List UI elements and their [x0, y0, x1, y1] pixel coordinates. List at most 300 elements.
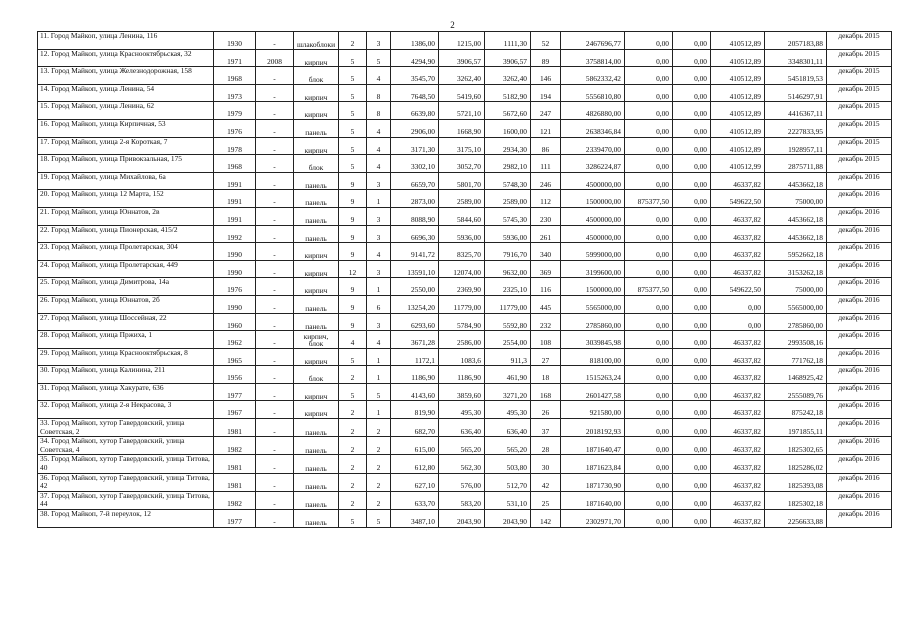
row-area-private: 5592,80	[485, 313, 531, 331]
row-entrances: 1	[367, 190, 391, 208]
row-address: 38. Город Майкоп, 7-й переулок, 12	[38, 510, 214, 528]
row-deadline: декабрь 2016	[827, 172, 892, 190]
row-fund-owners: 4416367,11	[765, 102, 827, 120]
row-year-built: 1977	[214, 510, 256, 528]
row-area-total: 682,70	[391, 419, 439, 437]
row-area-living: 1215,00	[439, 32, 485, 50]
row-address: 28. Город Майкоп, улица Пржиха, 1	[38, 331, 214, 349]
row-year-built: 1990	[214, 243, 256, 261]
row-deadline: декабрь 2016	[827, 260, 892, 278]
row-cost-total: 1871640,00	[561, 491, 625, 509]
row-fund-local: 549622,50	[711, 190, 765, 208]
row-floors: 9	[339, 172, 367, 190]
row-year-reconstruction: -	[256, 313, 294, 331]
row-area-private: 3906,57	[485, 49, 531, 67]
row-fund-budget: 0,00	[673, 295, 711, 313]
table-row	[38, 491, 892, 509]
row-year-reconstruction: -	[256, 437, 294, 455]
row-year-built: 1978	[214, 137, 256, 155]
row-fund-local: 46337,82	[711, 491, 765, 509]
row-fund-fsr: 0,00	[625, 473, 673, 491]
row-cost-total: 3039845,98	[561, 331, 625, 349]
row-residents: 232	[531, 313, 561, 331]
table-row	[38, 172, 892, 190]
row-residents: 146	[531, 67, 561, 85]
row-fund-owners: 3153262,18	[765, 260, 827, 278]
row-cost-total: 1871640,47	[561, 437, 625, 455]
row-area-total: 2550,00	[391, 278, 439, 296]
row-cost-total: 921580,00	[561, 401, 625, 419]
row-fund-local: 410512,99	[711, 155, 765, 173]
row-entrances: 5	[367, 383, 391, 401]
row-year-reconstruction: 2008	[256, 49, 294, 67]
row-address: 35. Город Майкоп, хутор Гавердовский, улица Титова, 40	[38, 455, 214, 473]
row-area-private: 5936,00	[485, 225, 531, 243]
row-year-reconstruction: -	[256, 510, 294, 528]
row-address: 37. Город Майкоп, хутор Гавердовский, улица Титова, 44	[38, 491, 214, 509]
table-row	[38, 84, 892, 102]
row-year-reconstruction: -	[256, 190, 294, 208]
row-year-reconstruction: -	[256, 207, 294, 225]
row-address: 22. Город Майкоп, улица Пионерская, 415/2	[38, 225, 214, 243]
row-cost-total: 5862332,42	[561, 67, 625, 85]
row-area-living: 11779,00	[439, 295, 485, 313]
row-year-reconstruction: -	[256, 491, 294, 509]
row-residents: 121	[531, 119, 561, 137]
row-fund-budget: 0,00	[673, 207, 711, 225]
row-year-reconstruction: -	[256, 32, 294, 50]
row-year-built: 1981	[214, 473, 256, 491]
table-row	[38, 32, 892, 50]
row-year-reconstruction: -	[256, 455, 294, 473]
row-year-reconstruction: -	[256, 172, 294, 190]
row-residents: 142	[531, 510, 561, 528]
row-year-reconstruction: -	[256, 473, 294, 491]
row-area-private: 3271,20	[485, 383, 531, 401]
table-row	[38, 331, 892, 349]
row-wall-material: панель	[294, 437, 339, 455]
row-residents: 52	[531, 32, 561, 50]
row-area-total: 3171,30	[391, 137, 439, 155]
row-fund-fsr: 0,00	[625, 419, 673, 437]
row-fund-owners: 5952662,18	[765, 243, 827, 261]
housing-repair-table	[37, 31, 892, 528]
row-area-total: 1386,00	[391, 32, 439, 50]
row-deadline: декабрь 2016	[827, 401, 892, 419]
row-fund-owners: 1971855,11	[765, 419, 827, 437]
table-row	[38, 437, 892, 455]
row-wall-material: кирпич	[294, 348, 339, 366]
row-address: 15. Город Майкоп, улица Ленина, 62	[38, 102, 214, 120]
row-floors: 2	[339, 32, 367, 50]
row-fund-local: 46337,82	[711, 172, 765, 190]
row-fund-budget: 0,00	[673, 243, 711, 261]
row-fund-owners: 2227833,95	[765, 119, 827, 137]
row-address: 18. Город Майкоп, улица Привокзальная, 175	[38, 155, 214, 173]
row-residents: 25	[531, 491, 561, 509]
row-fund-budget: 0,00	[673, 102, 711, 120]
row-fund-fsr: 0,00	[625, 383, 673, 401]
row-fund-owners: 2785860,00	[765, 313, 827, 331]
row-fund-fsr: 875377,50	[625, 190, 673, 208]
row-entrances: 3	[367, 313, 391, 331]
row-residents: 369	[531, 260, 561, 278]
row-fund-owners: 2555089,76	[765, 383, 827, 401]
row-fund-fsr: 0,00	[625, 137, 673, 155]
row-cost-total: 3286224,87	[561, 155, 625, 173]
row-year-built: 1982	[214, 491, 256, 509]
row-area-total: 4143,60	[391, 383, 439, 401]
row-wall-material: панель	[294, 473, 339, 491]
row-residents: 230	[531, 207, 561, 225]
row-fund-fsr: 0,00	[625, 331, 673, 349]
row-fund-local: 46337,82	[711, 401, 765, 419]
row-fund-local: 46337,82	[711, 260, 765, 278]
row-year-reconstruction: -	[256, 366, 294, 384]
row-floors: 5	[339, 84, 367, 102]
row-area-living: 1186,90	[439, 366, 485, 384]
row-wall-material: панель	[294, 491, 339, 509]
row-area-living: 3262,40	[439, 67, 485, 85]
row-fund-fsr: 0,00	[625, 102, 673, 120]
row-fund-fsr: 0,00	[625, 401, 673, 419]
row-area-private: 1111,30	[485, 32, 531, 50]
row-year-built: 1991	[214, 207, 256, 225]
table-row	[38, 383, 892, 401]
row-fund-local: 410512,89	[711, 49, 765, 67]
row-cost-total: 2638346,84	[561, 119, 625, 137]
row-year-reconstruction: -	[256, 278, 294, 296]
row-area-total: 615,00	[391, 437, 439, 455]
table-row	[38, 473, 892, 491]
row-area-total: 6639,80	[391, 102, 439, 120]
row-entrances: 3	[367, 32, 391, 50]
row-fund-budget: 0,00	[673, 119, 711, 137]
row-area-private: 1600,00	[485, 119, 531, 137]
row-residents: 445	[531, 295, 561, 313]
row-wall-material: панель	[294, 172, 339, 190]
row-year-built: 1981	[214, 419, 256, 437]
row-fund-fsr: 0,00	[625, 491, 673, 509]
row-entrances: 1	[367, 401, 391, 419]
row-area-living: 5721,10	[439, 102, 485, 120]
row-wall-material: кирпич, блок	[294, 331, 339, 349]
row-cost-total: 2302971,70	[561, 510, 625, 528]
row-fund-budget: 0,00	[673, 225, 711, 243]
row-fund-local: 0,00	[711, 313, 765, 331]
row-fund-budget: 0,00	[673, 155, 711, 173]
row-fund-budget: 0,00	[673, 190, 711, 208]
row-area-total: 13591,10	[391, 260, 439, 278]
table-row	[38, 510, 892, 528]
row-fund-local: 46337,82	[711, 473, 765, 491]
row-wall-material: панель	[294, 207, 339, 225]
row-area-total: 819,90	[391, 401, 439, 419]
row-deadline: декабрь 2016	[827, 348, 892, 366]
row-area-living: 3052,70	[439, 155, 485, 173]
row-floors: 9	[339, 190, 367, 208]
row-floors: 2	[339, 491, 367, 509]
row-area-total: 3302,10	[391, 155, 439, 173]
table-row	[38, 119, 892, 137]
row-cost-total: 1871623,84	[561, 455, 625, 473]
row-entrances: 2	[367, 491, 391, 509]
row-fund-owners: 75000,00	[765, 190, 827, 208]
row-wall-material: кирпич	[294, 260, 339, 278]
row-wall-material: кирпич	[294, 401, 339, 419]
row-fund-local: 46337,82	[711, 348, 765, 366]
row-wall-material: панель	[294, 313, 339, 331]
row-fund-fsr: 0,00	[625, 455, 673, 473]
row-fund-fsr: 0,00	[625, 225, 673, 243]
row-fund-local: 410512,89	[711, 84, 765, 102]
row-area-private: 5748,30	[485, 172, 531, 190]
row-area-private: 2982,10	[485, 155, 531, 173]
row-entrances: 5	[367, 49, 391, 67]
row-entrances: 1	[367, 366, 391, 384]
row-fund-budget: 0,00	[673, 49, 711, 67]
row-wall-material: шлакоблоки	[294, 32, 339, 50]
row-floors: 5	[339, 510, 367, 528]
row-fund-owners: 75000,00	[765, 278, 827, 296]
row-residents: 246	[531, 172, 561, 190]
row-year-reconstruction: -	[256, 383, 294, 401]
row-entrances: 8	[367, 84, 391, 102]
row-cost-total: 4826880,00	[561, 102, 625, 120]
row-area-living: 3175,10	[439, 137, 485, 155]
row-area-living: 576,00	[439, 473, 485, 491]
row-area-private: 11779,00	[485, 295, 531, 313]
row-fund-local: 46337,82	[711, 225, 765, 243]
row-fund-budget: 0,00	[673, 172, 711, 190]
row-fund-budget: 0,00	[673, 455, 711, 473]
row-year-built: 1971	[214, 49, 256, 67]
table-row	[38, 67, 892, 85]
row-area-living: 5844,60	[439, 207, 485, 225]
row-floors: 5	[339, 383, 367, 401]
row-wall-material: блок	[294, 155, 339, 173]
row-year-built: 1930	[214, 32, 256, 50]
table-row	[38, 278, 892, 296]
row-area-private: 461,90	[485, 366, 531, 384]
row-residents: 194	[531, 84, 561, 102]
row-deadline: декабрь 2015	[827, 137, 892, 155]
row-fund-local: 410512,89	[711, 137, 765, 155]
row-residents: 111	[531, 155, 561, 173]
row-area-living: 3906,57	[439, 49, 485, 67]
row-wall-material: панель	[294, 295, 339, 313]
row-residents: 28	[531, 437, 561, 455]
row-floors: 2	[339, 455, 367, 473]
row-year-built: 1976	[214, 278, 256, 296]
row-address: 17. Город Майкоп, улица 2-я Короткая, 7	[38, 137, 214, 155]
row-fund-local: 410512,89	[711, 102, 765, 120]
row-area-private: 3262,40	[485, 67, 531, 85]
row-cost-total: 4500000,00	[561, 225, 625, 243]
row-floors: 5	[339, 102, 367, 120]
row-address: 26. Город Майкоп, улица Юннатов, 2б	[38, 295, 214, 313]
row-year-reconstruction: -	[256, 84, 294, 102]
row-cost-total: 2467696,77	[561, 32, 625, 50]
row-wall-material: панель	[294, 225, 339, 243]
row-area-living: 1668,90	[439, 119, 485, 137]
row-wall-material: блок	[294, 67, 339, 85]
row-entrances: 4	[367, 67, 391, 85]
row-residents: 89	[531, 49, 561, 67]
row-year-built: 1968	[214, 155, 256, 173]
row-fund-owners: 1468925,42	[765, 366, 827, 384]
row-entrances: 4	[367, 331, 391, 349]
row-year-built: 1990	[214, 260, 256, 278]
table-row	[38, 260, 892, 278]
row-fund-owners: 771762,18	[765, 348, 827, 366]
row-fund-budget: 0,00	[673, 366, 711, 384]
row-address: 14. Город Майкоп, улица Ленина, 54	[38, 84, 214, 102]
row-fund-budget: 0,00	[673, 137, 711, 155]
row-fund-local: 46337,82	[711, 419, 765, 437]
row-floors: 9	[339, 278, 367, 296]
row-year-reconstruction: -	[256, 119, 294, 137]
row-deadline: декабрь 2016	[827, 331, 892, 349]
table-row	[38, 155, 892, 173]
row-floors: 4	[339, 331, 367, 349]
row-year-built: 1991	[214, 172, 256, 190]
row-fund-budget: 0,00	[673, 67, 711, 85]
row-deadline: декабрь 2015	[827, 155, 892, 173]
row-residents: 247	[531, 102, 561, 120]
row-year-reconstruction: -	[256, 225, 294, 243]
row-fund-fsr: 0,00	[625, 260, 673, 278]
row-floors: 9	[339, 295, 367, 313]
row-deadline: декабрь 2016	[827, 383, 892, 401]
row-address: 20. Город Майкоп, улица 12 Марта, 152	[38, 190, 214, 208]
row-wall-material: кирпич	[294, 278, 339, 296]
row-area-total: 2906,00	[391, 119, 439, 137]
row-fund-fsr: 0,00	[625, 348, 673, 366]
row-area-living: 2589,00	[439, 190, 485, 208]
row-address: 23. Город Майкоп, улица Пролетарская, 304	[38, 243, 214, 261]
row-fund-owners: 1825286,02	[765, 455, 827, 473]
row-fund-local: 46337,82	[711, 437, 765, 455]
row-deadline: декабрь 2016	[827, 207, 892, 225]
row-fund-owners: 4453662,18	[765, 172, 827, 190]
table-row	[38, 348, 892, 366]
row-fund-owners: 2256633,88	[765, 510, 827, 528]
row-address: 32. Город Майкоп, улица 2-я Некрасова, 3	[38, 401, 214, 419]
row-fund-owners: 4453662,18	[765, 225, 827, 243]
row-fund-fsr: 0,00	[625, 172, 673, 190]
row-floors: 9	[339, 243, 367, 261]
row-entrances: 2	[367, 437, 391, 455]
row-fund-owners: 3348301,11	[765, 49, 827, 67]
row-area-total: 1186,90	[391, 366, 439, 384]
row-entrances: 2	[367, 473, 391, 491]
row-fund-owners: 5565000,00	[765, 295, 827, 313]
row-cost-total: 4500000,00	[561, 172, 625, 190]
row-floors: 12	[339, 260, 367, 278]
row-area-living: 5801,70	[439, 172, 485, 190]
row-deadline: декабрь 2016	[827, 295, 892, 313]
row-fund-fsr: 0,00	[625, 155, 673, 173]
row-cost-total: 2339470,00	[561, 137, 625, 155]
row-floors: 2	[339, 473, 367, 491]
row-fund-local: 46337,82	[711, 510, 765, 528]
row-area-living: 5419,60	[439, 84, 485, 102]
row-address: 13. Город Майкоп, улица Железнодорожная, 158	[38, 67, 214, 85]
row-year-reconstruction: -	[256, 419, 294, 437]
row-deadline: декабрь 2015	[827, 102, 892, 120]
row-fund-local: 46337,82	[711, 331, 765, 349]
row-fund-owners: 5146297,91	[765, 84, 827, 102]
row-fund-fsr: 0,00	[625, 437, 673, 455]
row-fund-budget: 0,00	[673, 401, 711, 419]
row-deadline: декабрь 2016	[827, 366, 892, 384]
table-row	[38, 49, 892, 67]
row-residents: 340	[531, 243, 561, 261]
row-area-private: 2934,30	[485, 137, 531, 155]
row-area-total: 6696,30	[391, 225, 439, 243]
row-area-total: 4294,90	[391, 49, 439, 67]
row-wall-material: панель	[294, 510, 339, 528]
row-cost-total: 2601427,58	[561, 383, 625, 401]
row-residents: 26	[531, 401, 561, 419]
row-address: 34. Город Майкоп, хутор Гавердовский, улица Советская, 4	[38, 437, 214, 455]
row-area-living: 565,20	[439, 437, 485, 455]
row-area-private: 2325,10	[485, 278, 531, 296]
row-cost-total: 1500000,00	[561, 190, 625, 208]
row-cost-total: 1515263,24	[561, 366, 625, 384]
row-area-private: 5745,30	[485, 207, 531, 225]
row-area-private: 503,80	[485, 455, 531, 473]
row-residents: 261	[531, 225, 561, 243]
row-year-built: 1990	[214, 295, 256, 313]
row-floors: 2	[339, 437, 367, 455]
row-cost-total: 2785860,00	[561, 313, 625, 331]
row-year-built: 1967	[214, 401, 256, 419]
row-address: 11. Город Майкоп, улица Ленина, 116	[38, 32, 214, 50]
row-cost-total: 2018192,93	[561, 419, 625, 437]
row-entrances: 3	[367, 225, 391, 243]
row-fund-owners: 1825302,18	[765, 491, 827, 509]
table-row	[38, 225, 892, 243]
row-area-private: 2554,00	[485, 331, 531, 349]
row-floors: 2	[339, 401, 367, 419]
row-year-built: 1981	[214, 455, 256, 473]
row-year-built: 1979	[214, 102, 256, 120]
table-row	[38, 366, 892, 384]
row-area-private: 7916,70	[485, 243, 531, 261]
row-area-total: 2873,00	[391, 190, 439, 208]
row-cost-total: 1500000,00	[561, 278, 625, 296]
row-area-total: 3487,10	[391, 510, 439, 528]
row-area-private: 9632,00	[485, 260, 531, 278]
row-fund-fsr: 0,00	[625, 295, 673, 313]
row-year-built: 1962	[214, 331, 256, 349]
row-entrances: 2	[367, 455, 391, 473]
table-row	[38, 137, 892, 155]
row-fund-local: 410512,89	[711, 119, 765, 137]
row-fund-budget: 0,00	[673, 278, 711, 296]
row-area-living: 583,20	[439, 491, 485, 509]
row-fund-budget: 0,00	[673, 437, 711, 455]
row-area-total: 633,70	[391, 491, 439, 509]
row-floors: 5	[339, 67, 367, 85]
row-entrances: 3	[367, 172, 391, 190]
row-residents: 42	[531, 473, 561, 491]
row-entrances: 3	[367, 207, 391, 225]
row-area-private: 5182,90	[485, 84, 531, 102]
row-fund-local: 0,00	[711, 295, 765, 313]
